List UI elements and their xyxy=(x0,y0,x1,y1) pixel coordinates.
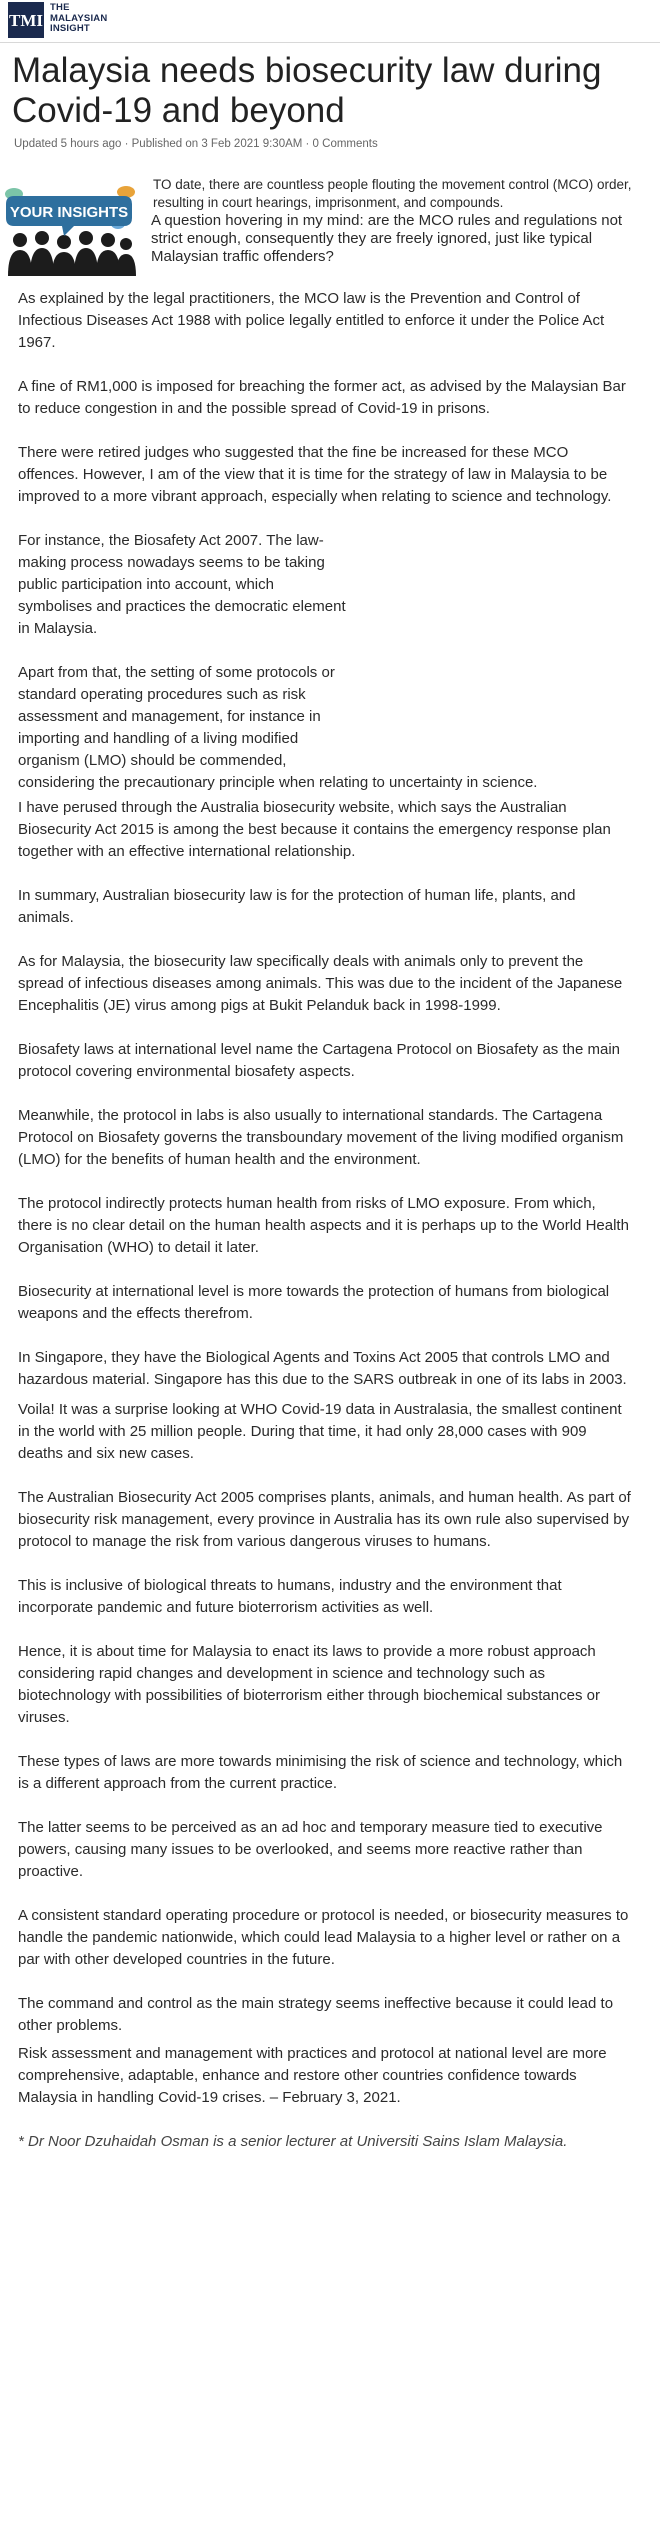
article-paragraph: For instance, the Biosafety Act 2007. The law-making process nowadays seems to be taking public participation into account, which symbolises and practices the democratic element in Malaysia. xyxy=(18,532,346,637)
article-paragraph: As explained by the legal practitioners, the MCO law is the Prevention and Control of Infectious Diseases Act 1988 with police legally entitled to enforce it under the Police Act 1967. xyxy=(18,290,605,351)
site-header xyxy=(0,0,660,43)
article-paragraph: In Singapore, they have the Biological Agents and Toxins Act 2005 that controls LMO and hazardous material. Singapore has this due to the SARS outbreak in one of its labs in 2003. xyxy=(18,1349,627,1388)
article-paragraph: As for Malaysia, the biosecurity law specifically deals with animals only to prevent the spread of infectious diseases among animals. This was due to the incident of the Japanese Encephalitis (JE) virus among pigs at Bukit Pelanduk back in 1998-1999. xyxy=(18,953,623,1014)
site-name-line: MALAYSIAN xyxy=(50,12,108,24)
article-paragraph: Apart from that, the setting of some protocols or standard operating procedures such as risk assessment and management, for instance in importing and handling of a living modified organism (LMO) should be commended, xyxy=(18,664,335,769)
article-paragraph: The protocol indirectly protects human health from risks of LMO exposure. From which, there is no clear detail on the human health aspects and it is perhaps up to the World Health Organisation (WHO) to detail it later. xyxy=(18,1195,629,1256)
article-paragraph: This is inclusive of biological threats to humans, industry and the environment that incorporate pandemic and future bioterrorism activities as well. xyxy=(18,1577,562,1616)
article-paragraph: Risk assessment and management with practices and protocol at national level are more comprehensive, adaptable, enhance and restore other countries confidence towards Malaysia in handling Covid-19 crises. – February 3, 2021. xyxy=(18,2045,607,2106)
article-paragraph: In summary, Australian biosecurity law is for the protection of human life, plants, and animals. xyxy=(18,887,576,926)
article-paragraph: A consistent standard operating procedure or protocol is needed, or biosecurity measures to handle the pandemic nationwide, which could lead Malaysia to a higher level or rather on a par with other developed countries in the future. xyxy=(18,1907,629,1968)
article-paragraph: The Australian Biosecurity Act 2005 comprises plants, animals, and human health. As part of biosecurity risk management, every province in Australia has its own rule also supervised by protocol to manage the risk from various dangerous viruses to humans. xyxy=(18,1489,631,1550)
article-paragraph: The latter seems to be perceived as an ad hoc and temporary measure tied to executive powers, causing many issues to be overlooked, and seems more reactive rather than proactive. xyxy=(18,1819,603,1880)
article-paragraph: These types of laws are more towards minimising the risk of science and technology, which is a different approach from the current practice. xyxy=(18,1753,623,1792)
article-paragraph: Voila! It was a surprise looking at WHO Covid-19 data in Australasia, the smallest continent in the world with 25 million people. During that time, it had only 28,000 cases with 909 deaths and six new cases. xyxy=(18,1401,622,1462)
article-title: Malaysia needs biosecurity law during Covid-19 and beyond xyxy=(12,51,602,130)
site-name-line: INSIGHT xyxy=(50,23,90,34)
article-paragraph: Biosafety laws at international level name the Cartagena Protocol on Biosafety as the main protocol covering environmental biosafety aspects. xyxy=(18,1041,621,1080)
article-paragraph: I have perused through the Australia biosecurity website, which says the Australian Biosecurity Act 2015 is among the best because it contains the emergency response plan together with an effective international relationship. xyxy=(18,799,611,860)
svg-text:TMI: TMI xyxy=(9,11,43,30)
article-paragraph: The command and control as the main strategy seems ineffective because it could lead to other problems. xyxy=(18,1995,614,2034)
article-paragraph: There were retired judges who suggested that the fine be increased for these MCO offences. However, I am of the view that it is time for the strategy of law in Malaysia to be improved to a more vibrant approach, especially when relating to science and technology. xyxy=(18,444,612,505)
banner-label: YOUR INSIGHTS xyxy=(9,204,129,221)
article-paragraph: A fine of RM1,000 is imposed for breaching the former act, as advised by the Malaysian Bar to reduce congestion in and the possible spread of Covid-19 in prisons. xyxy=(18,378,626,417)
site-name[interactable] xyxy=(50,2,130,35)
article-paragraph: Meanwhile, the protocol in labs is also usually to international standards. The Cartagena Protocol on Biosafety governs the transboundary movement of the living modified organism (LMO) for the benefits of human health and the environment. xyxy=(18,1107,624,1168)
article-paragraph: TO date, there are countless people flouting the movement control (MCO) order, resulting in court hearings, imprisonment, and compounds. xyxy=(153,177,632,210)
article-paragraph: A question hovering in my mind: are the MCO rules and regulations not strict enough, consequently they are freely ignored, just like typical Malaysian traffic offenders? xyxy=(151,212,623,265)
article-paragraph: Biosecurity at international level is more towards the protection of humans from biological weapons and the effects therefrom. xyxy=(18,1283,610,1322)
site-name-line: THE xyxy=(50,2,70,13)
article-meta: Updated 5 hours ago · Published on 3 Feb 2021 9:30AM · 0 Comments xyxy=(14,138,378,150)
author-byline: * Dr Noor Dzuhaidah Osman is a senior lecturer at Universiti Sains Islam Malaysia. xyxy=(18,2133,568,2150)
article-body xyxy=(18,176,633,2175)
article-paragraph: Hence, it is about time for Malaysia to enact its laws to provide a more robust approach considering rapid changes and development in science and technology such as biotechnology with possibilities of bioterrorism either through biochemical substances or viruses. xyxy=(18,1643,600,1726)
article-paragraph: considering the precautionary principle when relating to uncertainty in science. xyxy=(18,774,538,791)
logo-mark-icon xyxy=(11,7,41,33)
site-logo[interactable] xyxy=(8,2,44,38)
